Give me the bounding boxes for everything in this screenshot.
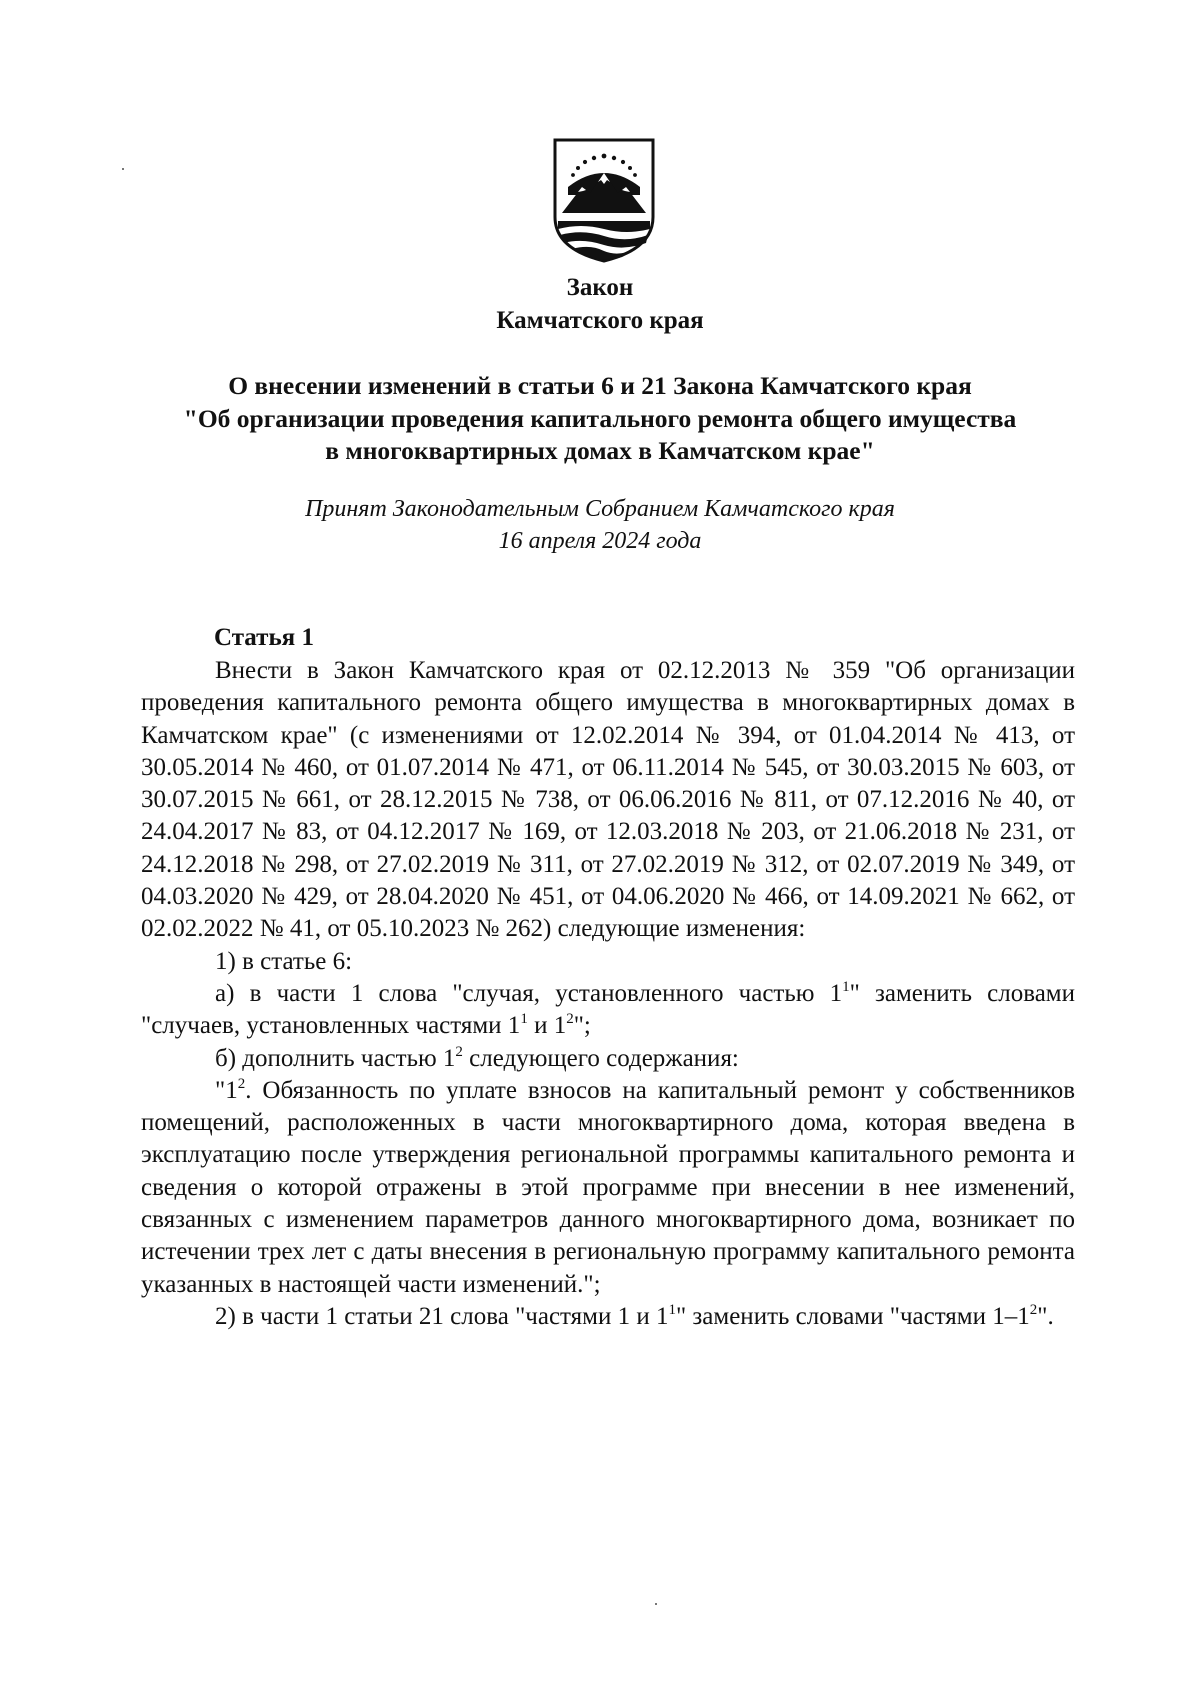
- superscript: 2: [566, 1011, 574, 1028]
- text-run: 2) в части 1 статьи 21 слова "частями 1 и 1: [215, 1302, 669, 1330]
- superscript: 1: [842, 978, 850, 995]
- amendment-subitem-a: [141, 978, 1075, 1043]
- law-title-line: в многоквартирных домах в Камчатском крае": [325, 436, 875, 465]
- text-run: ";: [573, 1012, 591, 1040]
- article-body: [141, 655, 1075, 1333]
- superscript: 2: [455, 1043, 463, 1060]
- text-run: а) в части 1 слова "случая, установленного частью 1: [215, 979, 843, 1007]
- law-title: [0, 370, 1200, 468]
- amendment-item: [141, 1301, 1075, 1333]
- law-region-heading: Камчатского края: [496, 307, 704, 334]
- superscript: 1: [520, 1011, 528, 1028]
- kamchatka-coat-of-arms-icon: [552, 137, 656, 264]
- article-intro: Внести в Закон Камчатского края от 02.12.2013 № 359 "Об организации проведения капитального ремонта общего имущества в многоквартирных домах в Камчатском крае" (с изменениями от 12.02.2014 № 394, от 01.04.2014 № 413, от 30.05.2014 № 460, от 01.07.2014 № 471, от 06.11.2014 № 545, от 30.03.2015 № 603, от 30.07.2015 № 661, от 28.12.2015 № 738, от 06.06.2016 № 811, от 07.12.2016 № 40, от 24.04.2017 № 83, от 04.12.2017 № 169, от 12.03.2018 № 203, от 21.06.2018 № 231, от 24.12.2018 № 298, от 27.02.2019 № 311, от 27.02.2019 № 312, от 02.07.2019 № 349, от 04.03.2020 № 429, от 28.04.2020 № 451, от 04.06.2020 № 466, от 14.09.2021 № 662, от 02.02.2022 № 41, от 05.10.2023 № 262) следующие изменения:: [141, 657, 1075, 943]
- text-run: "1: [215, 1076, 238, 1104]
- text-run: и 1: [527, 1012, 567, 1040]
- text-run: " заменить словами "частями 1–1: [675, 1302, 1030, 1330]
- text-run: " заменить словами "случаев, установленных частями 1: [141, 979, 1075, 1040]
- adoption-body: Принят Законодательным Собранием Камчатского края: [305, 496, 895, 522]
- superscript: 2: [237, 1075, 246, 1092]
- scan-artifact: [122, 168, 124, 170]
- law-type-heading: Закон: [566, 274, 634, 301]
- quoted-new-part: [141, 1075, 1075, 1301]
- adoption-note: [230, 493, 970, 557]
- scan-artifact: [655, 1603, 657, 1605]
- article-heading: Статья 1: [214, 624, 314, 651]
- text-run: . Обязанность по уплате взносов на капитальный ремонт у собственников помещений, расположенных в части многоквартирного дома, которая введена в эксплуатацию после утверждения региональной программы капитального ремонта и сведения о которой отражены в этой программе при внесении в нее изменений, связанных с изменением параметров данного многоквартирного дома, возникает по истечении трех лет с даты внесения в региональную программу капитального ремонта указанных в настоящей части изменений.";: [141, 1076, 1075, 1298]
- adoption-date: 16 апреля 2024 года: [498, 528, 702, 554]
- text-run: ".: [1037, 1302, 1054, 1330]
- amendment-subitem-b: [141, 1043, 1075, 1075]
- text-run: следующего содержания:: [462, 1044, 739, 1072]
- law-title-line: О внесении изменений в статьи 6 и 21 Закона Камчатского края: [228, 371, 972, 400]
- text-run: б) дополнить частью 1: [215, 1044, 456, 1072]
- law-title-line: "Об организации проведения капитального ремонта общего имущества: [183, 403, 1017, 433]
- superscript: 1: [668, 1301, 676, 1318]
- superscript: 2: [1029, 1301, 1038, 1318]
- amendment-item: 1) в статье 6:: [215, 947, 353, 975]
